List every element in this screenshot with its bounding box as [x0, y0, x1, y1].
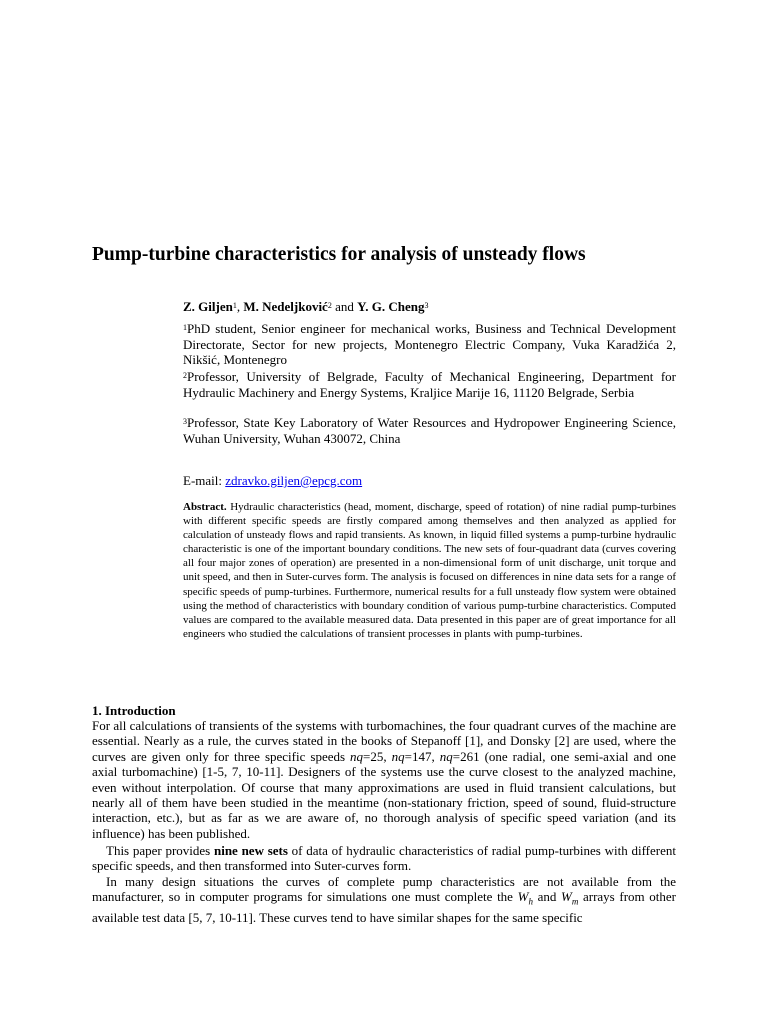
- paragraph-text: In many design situations the curves of complete pump characteristics are not available from the manufacturer, so in computer programs for simulations one must complete the: [92, 874, 676, 905]
- affiliation-marker: 2: [183, 371, 187, 380]
- emphasis-text: nine new sets: [213, 843, 288, 858]
- paragraph-text: and: [532, 889, 561, 905]
- email-link[interactable]: zdravko.giljen@epcg.com: [225, 473, 363, 488]
- section-heading: 1. Introduction: [92, 703, 176, 718]
- paragraph-text: =25,: [363, 748, 392, 764]
- author-separator: and: [331, 299, 358, 314]
- affiliation-text: Professor, University of Belgrade, Faculty of Mechanical Engineering, Department for Hydraulic Machinery and Energy Systems, Kraljice Marije 16, 11120 Belgrade, Serbia: [183, 369, 676, 400]
- paragraph: [92, 843, 676, 874]
- paragraph-text: For all calculations of transients of the systems with turbomachines, the four quadrant curves of the machine are essential. Nearly as a rule, the curves stated in the books of Stepanoff [1], and Donsky [2] are used, where the curves are given only for three specific speeds: [92, 718, 676, 764]
- paper-title: Pump-turbine characteristics for analysis of unsteady flows: [92, 244, 586, 265]
- affiliation-marker: 1: [183, 323, 187, 332]
- email-label: E-mail:: [183, 473, 226, 488]
- author-name: Z. Giljen: [183, 299, 233, 314]
- paragraph-text: arrays from other available test data [5, 7, 10-11]. These curves tend to have similar shapes for the same specific: [92, 889, 676, 926]
- abstract-label: Abstract.: [183, 501, 227, 513]
- contact-email: [183, 473, 583, 489]
- author-name: M. Nedeljković: [243, 299, 328, 314]
- abstract: [183, 500, 676, 641]
- symbol-wm: [560, 889, 579, 907]
- paragraph: [92, 718, 676, 841]
- author-name: Y. G. Cheng: [357, 299, 425, 314]
- author-affiliation-marker: 2: [327, 301, 332, 310]
- affiliation: [183, 415, 676, 446]
- symbol-nq: nq: [439, 748, 453, 764]
- affiliation-text: Professor, State Key Laboratory of Water Resources and Hydropower Engineering Science, Wuhan University, Wuhan 430072, China: [183, 415, 676, 446]
- author-separator: ,: [236, 299, 244, 314]
- symbol-w: W: [517, 889, 529, 905]
- paragraph-text: =261 (one radial, one semi-axial and one axial turbomachine) [1-5, 7, 10-11]. Designers of the systems use the curve closest to the analyzed machine, even without interpolation. Of course that many approximations are used in fluid transient calculations, but nearly all of them have been studied in the meantime (non-stationary friction, speed of sound, fluid-structure interaction, etc.), but as far as we are aware of, no thorough analysis of specific speed variation (and its influence) has been published.: [92, 748, 676, 841]
- author-affiliation-marker: 3: [424, 301, 429, 310]
- symbol-w: W: [560, 889, 572, 905]
- author-affiliation-marker: 1: [232, 301, 237, 310]
- paragraph: [92, 874, 676, 926]
- affiliation: [183, 321, 676, 368]
- subscript-m: m: [571, 897, 579, 907]
- subscript-h: h: [528, 897, 533, 907]
- author-list: [183, 298, 683, 316]
- paragraph-text: This paper provides: [106, 843, 214, 858]
- paragraph-text: of data of hydraulic characteristics of radial pump-turbines with different specific speeds, and then transformed into Suter-curves form.: [92, 843, 676, 874]
- abstract-text: Hydraulic characteristics (head, moment, discharge, speed of rotation) of nine radial pump-turbines with different specific speeds are firstly compared among themselves and then analyzed as applied for calculation of unsteady flows and rapid transients. As known, in liquid filled systems a pump-turbine hydraulic characteristic is one of the important boundary conditions. The new sets of four-quadrant data (curves covering all four major zones of operation) are presented in a non-dimensional form of unit discharge, unit torque and unit speed, and then in Suter-curves form. The analysis is focused on differences in nine data sets for a range of specific speeds of pump-turbines. Furthermore, numerical results for a full unsteady flow system were obtained using the method of characteristics with boundary condition of various pump-turbine characteristics. Computed values are compared to the available measured data. Data presented in this paper are of great importance for all engineers who studied the calculations of transient processes in plants with pump-turbines.: [183, 501, 676, 640]
- affiliation: [183, 369, 676, 400]
- affiliation-marker: 3: [183, 417, 187, 426]
- symbol-wh: [517, 889, 533, 907]
- symbol-nq: nq: [391, 748, 405, 764]
- paragraph-text: =147,: [404, 748, 440, 764]
- affiliation-text: PhD student, Senior engineer for mechanical works, Business and Technical Development Directorate, Sector for new projects, Montenegro Electric Company, Vuka Karadžića 2, Nikšić, Montenegro: [183, 321, 676, 367]
- symbol-nq: nq: [350, 748, 364, 764]
